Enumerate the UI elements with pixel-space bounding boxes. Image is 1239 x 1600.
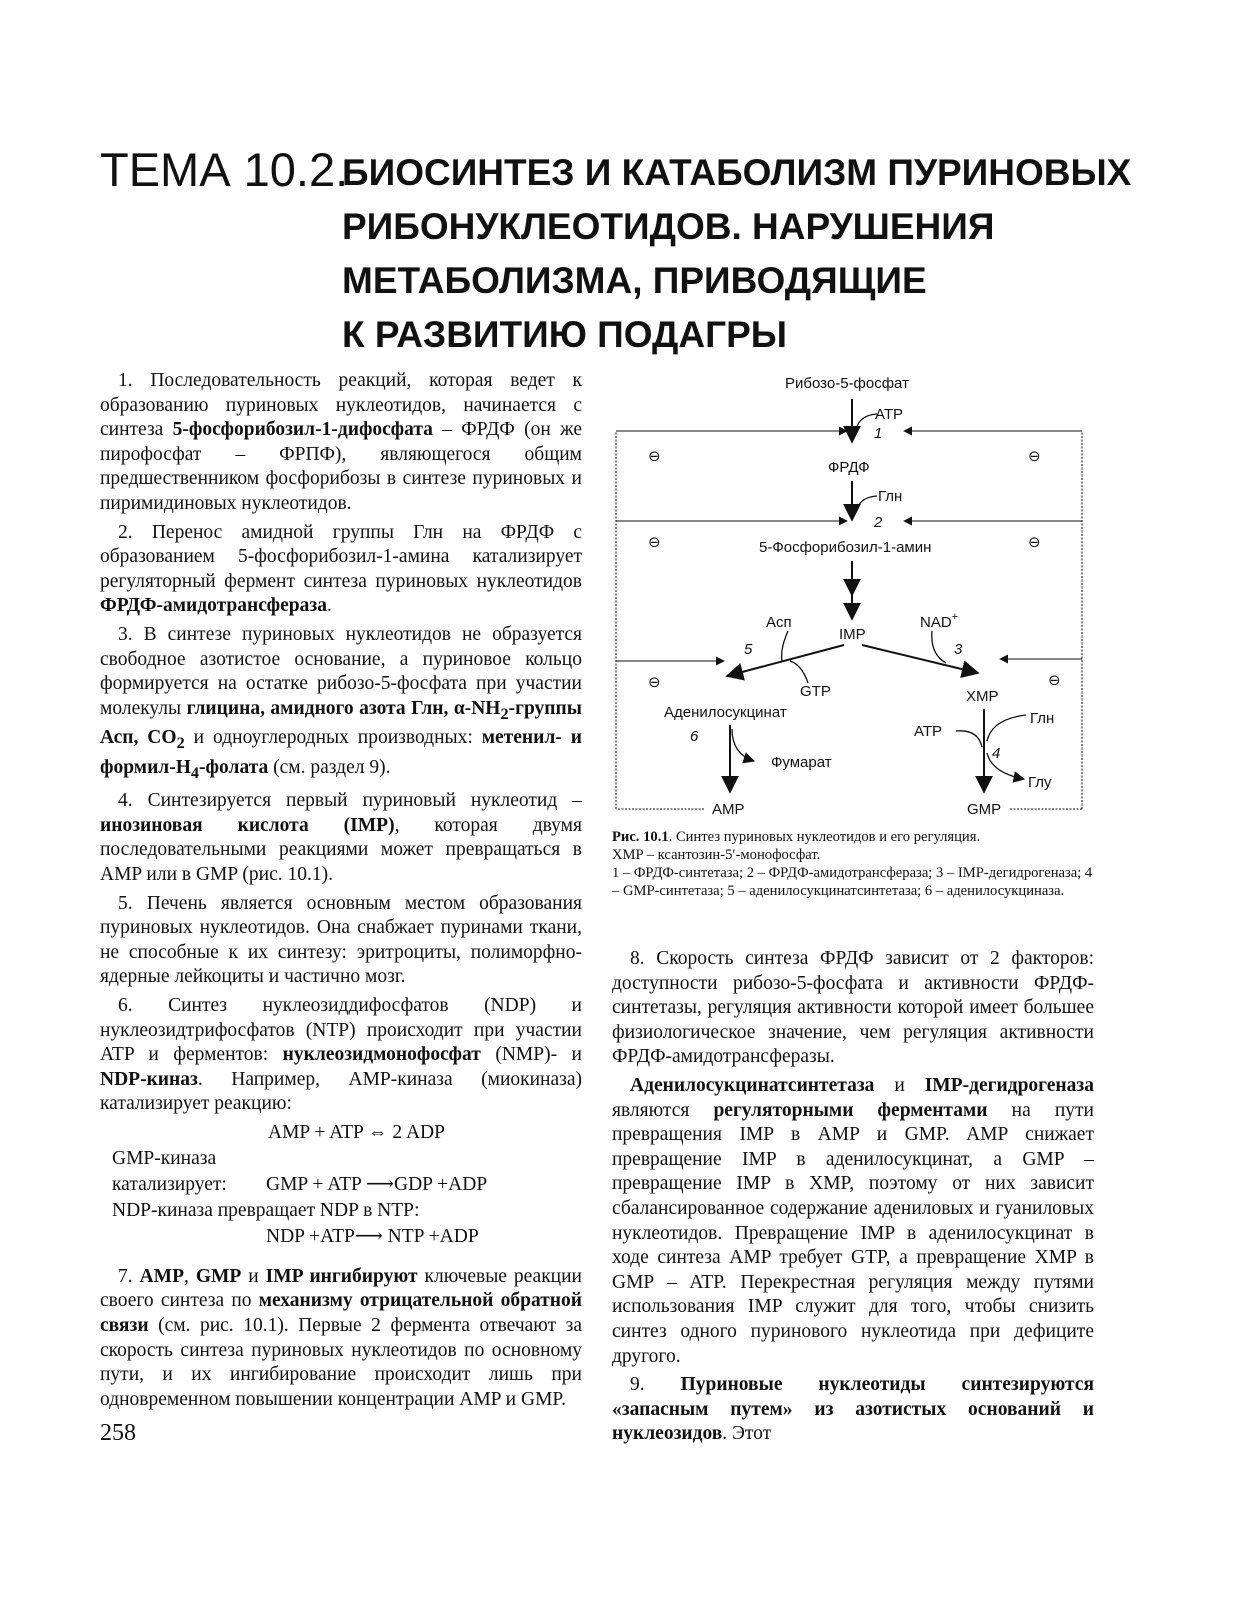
text: и [874, 1074, 925, 1096]
caption-title [612, 828, 1096, 846]
amp-label: AMP [712, 801, 745, 818]
equation-label: GMP-киназа [112, 1147, 217, 1169]
atp-right-label: ATP [914, 723, 943, 740]
text: 7. [118, 1265, 140, 1287]
nad-superscript: + [951, 611, 959, 623]
gln-input-curve [856, 496, 877, 511]
title-line: К РАЗВИТИЮ ПОДАГРЫ [342, 314, 787, 355]
enzyme-number-5: 5 [744, 641, 753, 658]
enzyme-number-6: 6 [690, 728, 699, 745]
adenylosuccinate-label: Аденилосукцинат [664, 704, 787, 721]
text: , [183, 1265, 196, 1287]
equation-label: катализирует: [112, 1173, 227, 1195]
term: ингибируют [302, 1265, 418, 1287]
figure-label: Рис. 10.1 [612, 829, 669, 845]
paragraph-6 [100, 994, 582, 1117]
term: Пуриновые нуклеотиды синтезируются «запасным путем» из азотистых оснований и нуклеозидов [612, 1374, 1094, 1445]
equation-ndp-kinase: NDP +ATP⟶ NTP +ADP [266, 1225, 479, 1247]
gtp-input-curve [790, 661, 808, 683]
fumarate-label: Фумарат [771, 754, 832, 771]
ribose-5-phosphate: Рибозо-5-фосфат [785, 375, 909, 392]
inhibition-sign: ⊖ [648, 448, 661, 465]
text: и одноуглеродных производных: [184, 727, 482, 749]
inhibition-sign: ⊖ [648, 534, 661, 551]
caption-xmp-note: XMP – ксантозин-5′-монофосфат. [612, 847, 821, 863]
term-part: -группы Асп, СО [100, 697, 582, 749]
paragraph-1 [100, 369, 582, 517]
text: 3. В синтезе пуриновых нуклеотидов не образуется свободное азотистое основание, а пуриновое кольцо формируется на остатке рибозо-5-фосфата при участии молекулы [100, 623, 582, 719]
text: 2. Перенос амидной группы Глн на ФРДФ с образованием 5-фосфорибозил-1-амина катализирует регуляторный фермент синтеза пуриновых нуклеотидов [100, 521, 582, 592]
term: ФРДФ-амидотрансфераза [100, 595, 327, 617]
term: 5-фосфорибозил-1-дифосфата [172, 419, 433, 441]
text: и [241, 1265, 266, 1287]
paragraph-3 [100, 623, 582, 785]
enzyme-number-3: 3 [954, 641, 963, 658]
term: инозиновая кислота (IMP) [100, 814, 395, 836]
prpp-label: ФРДФ [828, 459, 870, 476]
term: IMP-дегидрогеназа [924, 1074, 1094, 1096]
text: являются [612, 1099, 714, 1121]
inhibition-sign: ⊖ [1028, 448, 1041, 465]
term-part: α-NH [448, 697, 501, 719]
term: IMP [265, 1265, 303, 1287]
page-number: 258 [100, 1420, 136, 1446]
text: 1. Последовательность реакций, которая ведет к образованию пуриновых нуклеотидов, начинается с синтеза [100, 370, 582, 441]
title-line: РИБОНУКЛЕОТИДОВ. НАРУШЕНИЯ [342, 206, 995, 247]
nad-input-curve [932, 631, 946, 663]
right-column [612, 947, 1094, 1451]
purine-synthesis-diagram [612, 369, 1094, 821]
term: GMP [195, 1265, 242, 1287]
equation-block [100, 1121, 582, 1251]
term: NDP-киназ [100, 1068, 198, 1090]
term-part: -фолата [199, 756, 269, 778]
enzyme-number-2: 2 [874, 514, 883, 531]
subscript: 4 [190, 763, 200, 782]
term-part: глицина, амидного азота Глн, [186, 697, 449, 719]
equation-gmp-kinase: GMP + ATP ⟶GDP +ADP [266, 1173, 488, 1195]
atp-label: ATP [875, 406, 904, 423]
paragraph-4 [100, 789, 582, 887]
paragraph-7 [100, 1265, 582, 1413]
paragraph-8: 8. Скорость синтеза ФРДФ зависит от 2 факторов: доступности рибозо-5-фосфата и активности ФРДФ-синтетазы, регуляция активности которой имеет большее физиологическое значение, чем регуляция активности ФРДФ-амидотрансферазы. [612, 948, 1094, 1068]
gmp-label: GMP [967, 801, 1002, 818]
theme-label: ТЕМА 10.2. [100, 143, 349, 196]
inhibition-sign: ⊖ [648, 674, 661, 691]
paragraph-2 [100, 521, 582, 619]
glu-label: Глу [1028, 774, 1052, 791]
text: 6. Синтез нуклеозиддифосфатов (NDP) и нуклеозидтрифосфатов (NTP) происходит при участии ATP и ферментов: [100, 994, 582, 1066]
figure-caption [612, 828, 1096, 900]
equation-amp-kinase: AMP + ATP ⇔ 2 ADP [268, 1121, 445, 1143]
diagram-canvas [612, 369, 1094, 821]
text: 4. Синтезируется первый пуриновый нуклеотид – [118, 790, 582, 812]
text: (см. раздел 9). [268, 756, 391, 778]
text: , которая двумя последовательными реакциями может превращаться в AMP или в GMP (рис. 10.1). [100, 814, 582, 885]
term: механизму отрицательной обратной связи [100, 1290, 582, 1337]
gtp-label: GTP [800, 683, 831, 700]
subscript: 2 [500, 704, 509, 723]
caption-legend: 1 – ФРДФ-синтетаза; 2 – ФРДФ-амидотрансфераза; 3 – IMP-дегидрогеназа; 4 – GMP-синтетаза; 5 – аденилосукцинатсинтетаза; 6 – аденилосукциназа. [612, 865, 1093, 899]
gln-right-curve [987, 715, 1026, 741]
text: . Например, AMP-киназа (миокиназа) катализирует реакцию: [100, 1068, 582, 1115]
fumarate-output-curve [732, 729, 754, 761]
term: нуклеозидмонофосфат [282, 1044, 481, 1066]
text: на пути превращения IMP в AMP и GMP. AMP снижает превращение IMP в аденилосукцинат, а GMP – превращение IMP в XMP, поэтому от них зависит сбалансированное содержание адениловых и гуаниловых нуклеотидов. Превращение IMP в аденилосукцинат в ходе синтеза AMP требует GTP, а превращение XMP в GMP – ATP. Перекрестная регуляция между путями использования IMP служит для того, чтобы снизить синтез одного пуринового нуклеотида при дефиците другого. [612, 1099, 1094, 1367]
term: AMP [139, 1265, 184, 1287]
text: ключевые реакции своего синтеза по [100, 1265, 582, 1312]
paragraph-9 [612, 1373, 1094, 1447]
text: (см. рис. 10.1). Первые 2 фермента отвечают за скорость синтеза пуриновых нуклеотидов по основному пути, и их ингибирование происходит лишь при одновременном повышении концентрации AMP и GMP. [100, 1315, 582, 1410]
feedback-regulation-lines [616, 431, 1082, 809]
term-part: метенил- и формил-Н [100, 727, 582, 778]
phosphoribosylamine-label: 5-Фосфорибозил-1-амин [759, 539, 932, 556]
imp-label: IMP [839, 626, 866, 643]
chapter-title [342, 146, 1142, 362]
enzyme-number-4: 4 [992, 745, 1001, 762]
nad-label [920, 611, 958, 631]
inhibition-sign: ⊖ [1048, 672, 1061, 689]
subscript: 2 [176, 734, 185, 753]
inhibition-sign: ⊖ [1028, 534, 1041, 551]
caption-text: . Синтез пуриновых нуклеотидов и его регуляция. [668, 829, 981, 845]
text: . Этот [722, 1423, 772, 1445]
title-line: БИОСИНТЕЗ И КАТАБОЛИЗМ ПУРИНОВЫХ [342, 152, 1132, 193]
text: 9. [630, 1374, 681, 1396]
gln-label: Глн [878, 488, 903, 505]
equation-label: NDP-киназа превращает NDP в NTP: [112, 1199, 420, 1221]
enzyme-number-1: 1 [874, 425, 883, 442]
asp-input-curve [782, 631, 788, 661]
text: (NMP)- и [480, 1044, 582, 1066]
paragraph-5: 5. Печень является основным местом образования пуриновых нуклеотидов. Она снабжает пуринами ткани, не способные к их синтезу: эритроциты, полиморфно-ядерные лейкоциты и частично мозг. [100, 892, 582, 988]
title-line: МЕТАБОЛИЗМА, ПРИВОДЯЩИЕ [342, 260, 927, 301]
left-column [100, 369, 582, 1416]
term: регуляторными ферментами [713, 1099, 988, 1121]
asp-label: Асп [766, 614, 792, 631]
text: – ФРДФ (он же пирофосфат – ФРПФ), являющегося общим предшественником фосфорибозы в синтезе пуриновых и пиримидиновых нуклеотидов. [100, 419, 582, 514]
paragraph-8b [612, 1074, 1094, 1369]
gln-right-label: Глн [1030, 710, 1055, 727]
xmp-label: XMP [966, 688, 999, 705]
atp-right-curve [956, 731, 982, 747]
text: . [326, 595, 332, 617]
term: Аденилосукцинатсинтетаза [630, 1074, 875, 1096]
nad-text: NAD [920, 614, 952, 631]
